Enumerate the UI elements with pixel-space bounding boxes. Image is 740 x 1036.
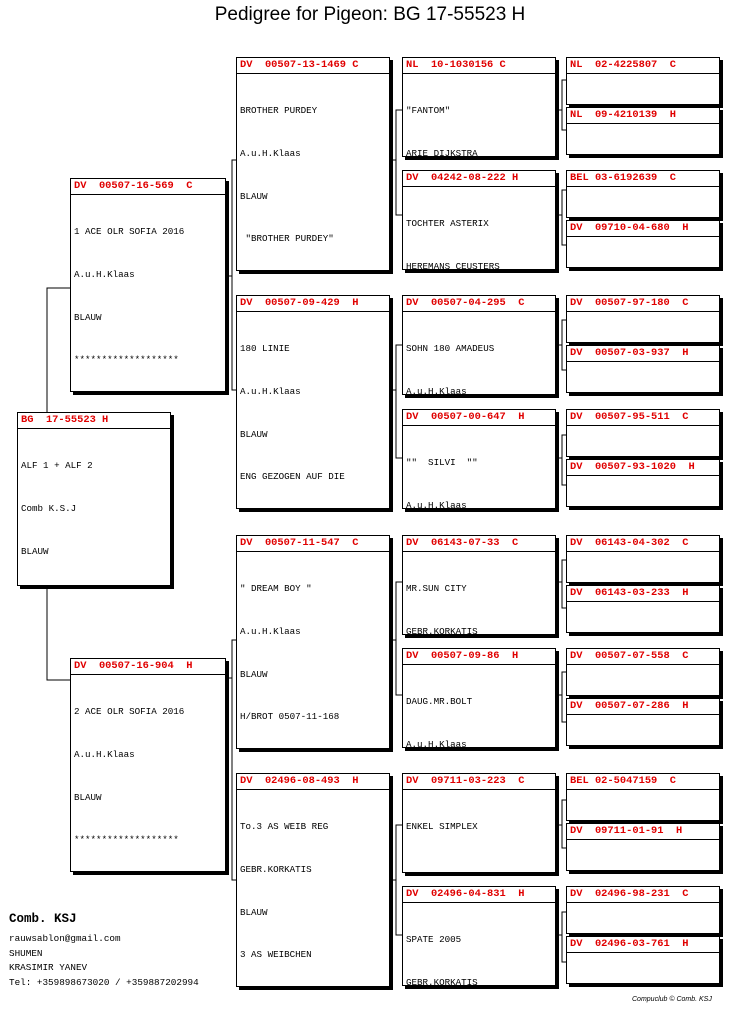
ring-number: BG 17-55523 H bbox=[21, 414, 109, 426]
owner-phone: Tel: +359898673020 / +359887202994 bbox=[9, 976, 199, 988]
pedigree-card-dds[interactable] bbox=[402, 773, 556, 873]
ring-number: NL 02-4225807 C bbox=[570, 59, 677, 71]
info-line bbox=[570, 745, 719, 746]
owner-city: SHUMEN bbox=[9, 947, 43, 959]
info-line: 2 ACE OLR SOFIA 2016 bbox=[74, 706, 185, 718]
pedigree-card-ddsd[interactable] bbox=[566, 823, 720, 871]
info-line: BLAUW bbox=[21, 545, 49, 557]
pedigree-card-sssd[interactable] bbox=[566, 107, 720, 155]
info-line bbox=[570, 342, 719, 343]
info-line: " DREAM BOY " bbox=[240, 583, 312, 595]
info-line: A.u.H.Klaas bbox=[240, 386, 301, 397]
info-line: ENG GEZOGEN AUF DIE bbox=[240, 471, 345, 483]
ring-number: DV 09711-01-91 H bbox=[570, 825, 683, 837]
info-line bbox=[570, 392, 719, 393]
ring-number: DV 00507-16-904 H bbox=[74, 660, 193, 672]
pedigree-card-sds[interactable] bbox=[402, 295, 556, 395]
pedigree-card-ddd[interactable] bbox=[402, 886, 556, 986]
info-line: SOHN 180 AMADEUS bbox=[406, 343, 495, 355]
info-line bbox=[570, 154, 719, 155]
info-line bbox=[570, 870, 719, 871]
ring-number: DV 00507-13-1469 C bbox=[240, 59, 359, 71]
page-title: Pedigree for Pigeon: BG 17-55523 H bbox=[214, 4, 526, 25]
info-line: BLAUW bbox=[74, 311, 102, 323]
ring-number: DV 02496-08-493 H bbox=[240, 775, 359, 787]
ring-number: NL 09-4210139 H bbox=[570, 109, 677, 121]
ring-number: DV 00507-95-511 C bbox=[570, 411, 689, 423]
info-line bbox=[570, 983, 719, 984]
pedigree-card-dam-sire[interactable] bbox=[236, 535, 390, 749]
pedigree-card-dsss[interactable] bbox=[566, 535, 720, 583]
info-line: GEBR.KORKATIS bbox=[406, 977, 478, 986]
ring-number: NL 10-1030156 C bbox=[406, 59, 506, 71]
pedigree-card-sire-dam[interactable] bbox=[236, 295, 390, 509]
info-line: 180 LINIE bbox=[240, 343, 290, 355]
info-line bbox=[570, 104, 719, 105]
ring-number: DV 00507-11-547 C bbox=[240, 537, 359, 549]
pedigree-card-ddss[interactable] bbox=[566, 773, 720, 821]
info-line: BROTHER PURDEY bbox=[240, 105, 318, 117]
info-line: ENKEL SIMPLEX bbox=[406, 821, 478, 833]
ring-number: DV 00507-93-1020 H bbox=[570, 461, 695, 473]
pedigree-card-sdd[interactable] bbox=[402, 409, 556, 509]
info-line: A.u.H.Klaas bbox=[74, 269, 135, 280]
info-line: "FANTOM" bbox=[406, 105, 451, 117]
pedigree-card-sire[interactable] bbox=[70, 178, 226, 392]
pedigree-card-sdsd[interactable] bbox=[566, 345, 720, 393]
pedigree-card-dam-dam[interactable] bbox=[236, 773, 390, 987]
info-line: BLAUW bbox=[74, 791, 102, 803]
info-line: MR.SUN CITY bbox=[406, 583, 467, 595]
owner-person: KRASIMIR YANEV bbox=[9, 962, 88, 973]
pedigree-card-dssd[interactable] bbox=[566, 585, 720, 633]
ring-number: DV 06143-03-233 H bbox=[570, 587, 689, 599]
info-line bbox=[406, 863, 555, 873]
ring-number: BEL 03-6192639 C bbox=[570, 172, 677, 184]
info-line: BLAUW bbox=[240, 428, 268, 440]
info-line bbox=[570, 933, 719, 934]
ring-number: DV 02496-04-831 H bbox=[406, 888, 525, 900]
pedigree-card-sss[interactable] bbox=[402, 57, 556, 157]
info-line: DAUG.MR.BOLT bbox=[406, 696, 473, 708]
info-line: BLAUW bbox=[240, 668, 268, 680]
pedigree-card-dsd[interactable] bbox=[402, 648, 556, 748]
info-line: BLAUW bbox=[240, 906, 268, 918]
info-line: A.u.H.Klaas bbox=[240, 148, 301, 159]
owner-info bbox=[9, 912, 199, 990]
info-line: A.u.H.Klaas bbox=[406, 739, 467, 748]
info-line: HEREMANS CEUSTERS bbox=[406, 261, 500, 270]
ring-number: DV 00507-07-286 H bbox=[570, 700, 689, 712]
ring-number: DV 00507-04-295 C bbox=[406, 297, 525, 309]
ring-number: DV 00507-00-647 H bbox=[406, 411, 525, 423]
ring-number: DV 00507-16-569 C bbox=[74, 180, 193, 192]
info-line: A.u.H.Klaas bbox=[406, 500, 467, 509]
pedigree-card-ssds[interactable] bbox=[566, 170, 720, 218]
info-line: "" SILVI "" bbox=[406, 457, 478, 469]
pedigree-card-dsdd[interactable] bbox=[566, 698, 720, 746]
info-line bbox=[570, 456, 719, 457]
info-line bbox=[570, 506, 719, 507]
info-line: 3 AS WEIBCHEN bbox=[240, 949, 312, 961]
info-line: A.u.H.Klaas bbox=[406, 386, 467, 395]
info-line: "BROTHER PURDEY" bbox=[240, 233, 334, 245]
ring-number: DV 00507-97-180 C bbox=[570, 297, 689, 309]
ring-number: DV 00507-09-429 H bbox=[240, 297, 359, 309]
ring-number: BEL 02-5047159 C bbox=[570, 775, 677, 787]
ring-number: DV 02496-03-761 H bbox=[570, 938, 689, 950]
info-line bbox=[570, 217, 719, 218]
ring-number: DV 00507-03-937 H bbox=[570, 347, 689, 359]
ring-number: DV 04242-08-222 H bbox=[406, 172, 519, 184]
info-line: SPATE 2005 bbox=[406, 934, 462, 946]
pedigree-card-subject[interactable] bbox=[17, 412, 171, 586]
info-line: ******************* bbox=[74, 834, 179, 846]
owner-name: Comb. KSJ bbox=[9, 912, 77, 926]
pedigree-card-sddd[interactable] bbox=[566, 459, 720, 507]
info-line: ALF 1 + ALF 2 bbox=[21, 460, 93, 472]
pedigree-card-ssdd[interactable] bbox=[566, 220, 720, 268]
info-line: BLAUW bbox=[240, 190, 268, 202]
ring-number: DV 00507-07-558 C bbox=[570, 650, 689, 662]
info-line: H/BROT 0507-11-168 bbox=[240, 711, 340, 723]
info-line: 1 ACE OLR SOFIA 2016 bbox=[74, 226, 185, 238]
info-line: ******************* bbox=[74, 354, 179, 366]
info-line bbox=[570, 632, 719, 633]
pedigree-card-dddd[interactable] bbox=[566, 936, 720, 984]
pedigree-card-sdss[interactable] bbox=[566, 295, 720, 343]
info-line: Comb K.S.J bbox=[21, 503, 77, 514]
pedigree-card-dam[interactable] bbox=[70, 658, 226, 872]
ring-number: DV 02496-98-231 C bbox=[570, 888, 689, 900]
pedigree-card-dsds[interactable] bbox=[566, 648, 720, 696]
info-line: GEBR.KORKATIS bbox=[406, 626, 478, 635]
info-line: TOCHTER ASTERIX bbox=[406, 218, 489, 230]
info-line: To.3 AS WEIB REG bbox=[240, 821, 329, 833]
pedigree-card-ssd[interactable] bbox=[402, 170, 556, 270]
footer-credit: Compuclub © Comb. KSJ bbox=[632, 996, 712, 1003]
ring-number: DV 09711-03-223 C bbox=[406, 775, 525, 787]
info-line bbox=[570, 695, 719, 696]
ring-number: DV 06143-04-302 C bbox=[570, 537, 689, 549]
info-line: A.u.H.Klaas bbox=[240, 626, 301, 637]
pedigree-card-sdds[interactable] bbox=[566, 409, 720, 457]
info-line: GEBR.KORKATIS bbox=[240, 864, 312, 875]
info-line: A.u.H.Klaas bbox=[74, 749, 135, 760]
pedigree-card-dss[interactable] bbox=[402, 535, 556, 635]
ring-number: DV 09710-04-680 H bbox=[570, 222, 689, 234]
info-line: ARIE DIJKSTRA bbox=[406, 148, 478, 157]
pedigree-card-ddds[interactable] bbox=[566, 886, 720, 934]
info-line bbox=[570, 820, 719, 821]
pedigree-card-ssss[interactable] bbox=[566, 57, 720, 105]
info-line bbox=[570, 582, 719, 583]
pedigree-card-sire-sire[interactable] bbox=[236, 57, 390, 271]
ring-number: DV 00507-09-86 H bbox=[406, 650, 519, 662]
ring-number: DV 06143-07-33 C bbox=[406, 537, 519, 549]
owner-email: rauwsablon@gmail.com bbox=[9, 933, 121, 944]
info-line bbox=[570, 267, 719, 268]
